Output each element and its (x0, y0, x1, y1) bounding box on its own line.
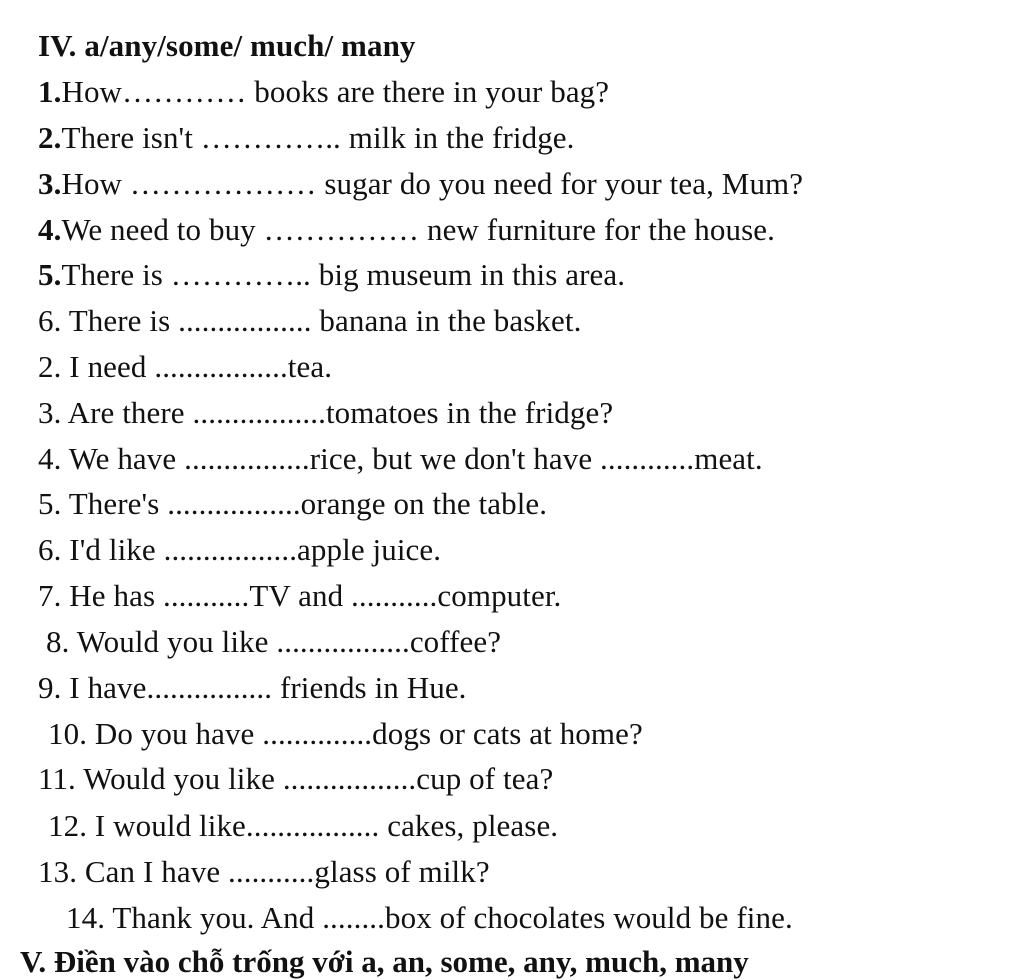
item-number: 4. (38, 212, 62, 247)
exercise-item: 2. I need .................tea. (38, 349, 333, 384)
cutoff-heading-text: V. Điền vào chỗ trống với a, an, some, any, much, many (20, 944, 749, 979)
item-number: 1. (38, 74, 62, 109)
exercise-item: 14. Thank you. And ........box of chocolates would be fine. (66, 900, 793, 935)
exercise-item-4 (38, 212, 775, 248)
item-text: How………… books are there in your bag? (61, 74, 610, 109)
exercise-item-3 (38, 166, 803, 202)
exercise-item-2 (38, 120, 575, 156)
item-text: There is ………….. big museum in this area. (61, 257, 626, 292)
exercise-item: 5. There's .................orange on the table. (38, 486, 548, 521)
exercise-item: 6. I'd like .................apple juice. (38, 532, 442, 567)
item-number: 3. (38, 166, 62, 201)
item-text: How ……………… sugar do you need for your tea, Mum? (61, 166, 804, 201)
exercise-item: 3. Are there .................tomatoes in the fridge? (38, 395, 614, 430)
exercise-item: 11. Would you like .................cup of tea? (38, 761, 554, 796)
item-number: 5. (38, 257, 62, 292)
item-number: 2. (38, 120, 62, 155)
exercise-item: 6. There is ................. banana in the basket. (38, 303, 582, 338)
exercise-item: 13. Can I have ...........glass of milk? (38, 854, 490, 889)
exercise-item: 10. Do you have ..............dogs or cats at home? (48, 716, 643, 751)
exercise-title: IV. a/any/some/ much/ many (38, 28, 416, 63)
exercise-item: 8. Would you like .................coffee? (46, 624, 502, 659)
item-text: We need to buy …………… new furniture for the house. (61, 212, 775, 247)
exercise-item: 9. I have................ friends in Hue. (38, 670, 467, 705)
exercise-item: 12. I would like................. cakes, please. (48, 808, 559, 843)
exercise-item-1 (38, 74, 609, 110)
exercise-item: 4. We have ................rice, but we don't have ............meat. (38, 441, 763, 476)
next-section-heading-cutoff (20, 944, 1000, 979)
item-text: There isn't ………….. milk in the fridge. (61, 120, 575, 155)
exercise-item: 7. He has ...........TV and ...........computer. (38, 578, 562, 613)
exercise-item-5 (38, 257, 625, 293)
